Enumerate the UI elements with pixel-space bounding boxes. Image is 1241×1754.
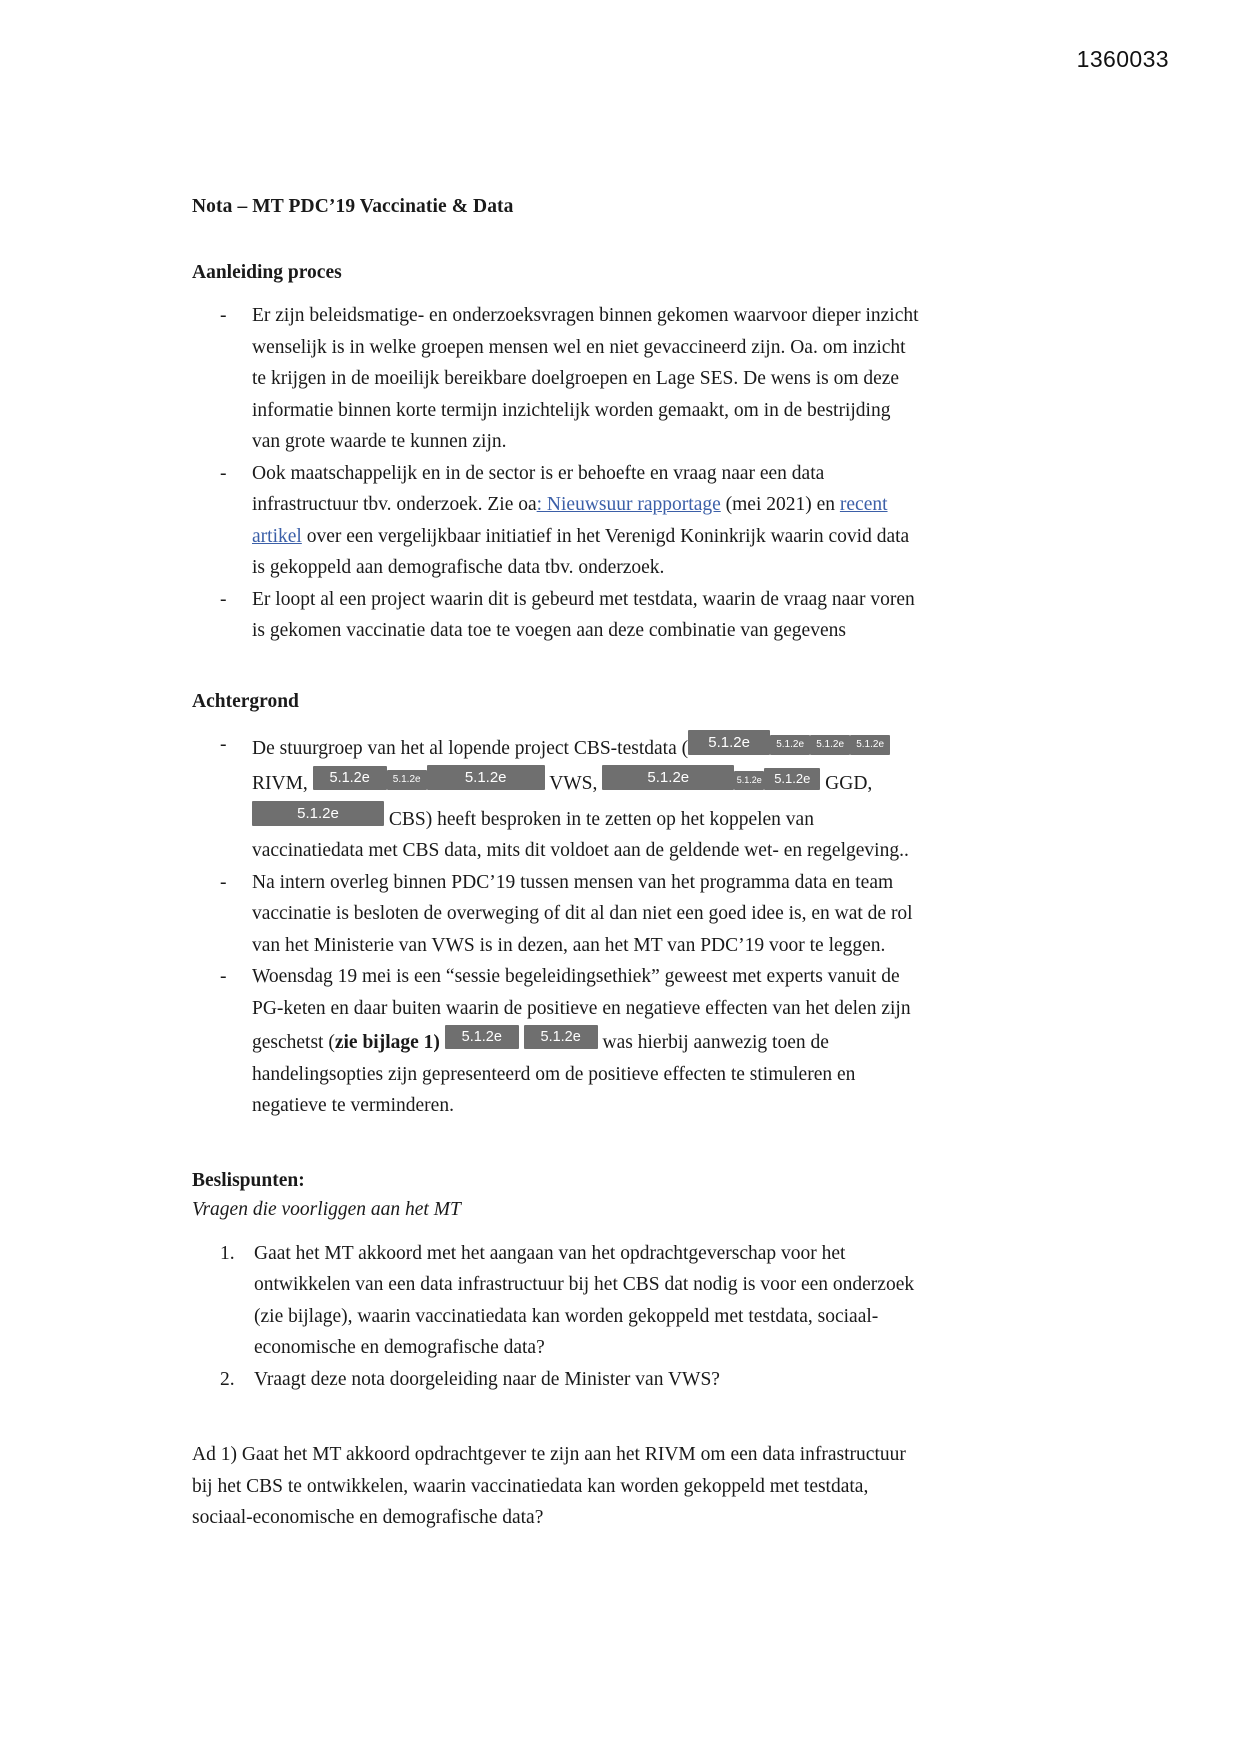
list-item [192,867,922,962]
redaction-box: 5.1.2e [770,735,810,755]
section-heading-achtergrond: Achtergrond [192,690,299,712]
bullet-text: VWS, [544,773,603,794]
bullet-text: over een vergelijkbaar initiatief in het Verenigd Koninkrijk waarin covid data is gekoppeld aan demografische data tbv. onderzoek. [252,525,910,578]
document-body [192,196,922,1534]
link-nieuwsuur-rapportage[interactable]: : Nieuwsuur rapportage [536,494,721,515]
redaction-box: 5.1.2e [602,765,734,790]
page-title: Nota – MT PDC’19 Vaccinatie & Data [192,196,514,217]
redaction-box: 5.1.2e [427,765,545,790]
section-spacer [192,647,922,691]
document-number: 1360033 [1076,46,1169,72]
redaction-box: 5.1.2e [524,1025,598,1049]
list-item [192,729,922,867]
section-spacer [192,1122,922,1166]
bullet-text: (mei 2021) en [720,494,840,515]
achtergrond-bullet-list [192,729,922,1122]
bullet-text: Ook maatschappelijk en in de sector is er behoefte en vraag naar een data infrastructuur tbv. onderzoek. Zie oa [252,462,825,515]
list-item [192,1364,922,1396]
list-item-text: Vraagt deze nota doorgeleiding naar de Minister van VWS? [254,1368,720,1390]
bullet-text: RIVM, [252,773,313,794]
redaction-box: 5.1.2e [810,735,850,755]
bullet-text: GGD, [820,773,873,794]
bullet-text: Er zijn beleidsmatige- en onderzoeksvragen binnen gekomen waarvoor dieper inzicht wenselijk is in welke groepen mensen wel en niet gevaccineerd zijn. Oa. om inzicht te krijgen in de moeilijk bereikbare doelgroepen en Lage SES. De wens is om deze informatie binnen korte termijn inzichtelijk worden gemaakt, om in de bestrijding van grote waarde te kunnen zijn. [252,305,919,452]
bullet-text-bold: zie bijlage 1) [334,1032,440,1053]
closing-paragraph: Ad 1) Gaat het MT akkoord opdrachtgever te zijn aan het RIVM om een data infrastructuur bij het CBS te ontwikkelen, waarin vaccinatiedata kan worden gekoppeld met testdata, sociaal-economische en demografische data? [192,1444,906,1528]
aanleiding-bullet-list [192,300,922,647]
bullet-text: CBS) heeft besproken in te zetten op het koppelen van vaccinatiedata met CBS data, mits dit voldoet aan de geldende wet- en regelgeving.. [252,808,909,861]
redaction-box: 5.1.2e [252,801,384,826]
list-item [192,584,922,647]
redaction-box: 5.1.2e [387,770,427,790]
bullet-text: De stuurgroep van het al lopende project CBS-testdata ( [252,737,689,759]
redaction-box: 5.1.2e [313,766,387,790]
beslispunten-subtitle: Vragen die voorliggen aan het MT [192,1198,461,1220]
section-heading-beslispunten: Beslispunten: [192,1169,305,1191]
link-recent-artikel[interactable]: recent artikel [252,494,888,547]
bullet-text: was hierbij aanwezig toen de handelingsopties zijn gepresenteerd om de positieve effecten te stimuleren en negatieve te verminderen. [252,1032,856,1116]
section-heading-aanleiding: Aanleiding proces [192,262,342,283]
redaction-box: 5.1.2e [734,771,764,790]
beslispunten-numbered-list [192,1238,922,1396]
list-item-text: Gaat het MT akkoord met het aangaan van het opdrachtgeverschap voor het ontwikkelen van een data infrastructuur bij het CBS dat nodig is voor een onderzoek (zie bijlage), waarin vaccinatiedata kan worden gekoppeld met testdata, sociaal-economische en demografische data? [254,1242,915,1358]
section-spacer [192,1395,922,1439]
list-item [192,961,922,1122]
bullet-text: Er loopt al een project waarin dit is gebeurd met testdata, waarin de vraag naar voren is gekomen vaccinatie data toe te voegen aan deze combinatie van gegevens [252,588,915,641]
bullet-text: Woensdag 19 mei is een “sessie begeleidingsethiek” geweest met experts vanuit de PG-keten en daar buiten waarin de positieve en negatieve effecten van het delen zijn geschetst ( [252,966,911,1053]
redaction-box: 5.1.2e [688,730,770,755]
redaction-box: 5.1.2e [850,735,890,755]
list-item [192,1238,922,1364]
redaction-box: 5.1.2e [764,768,820,790]
redaction-box: 5.1.2e [445,1025,519,1049]
list-item [192,300,922,458]
bullet-text: Na intern overleg binnen PDC’19 tussen mensen van het programma data en team vaccinatie is besloten de overweging of dit al dan niet een goed idee is, en wat de rol van het Ministerie van VWS is in dezen, aan het MT van PDC’19 voor te leggen. [252,871,913,956]
list-item [192,458,922,584]
